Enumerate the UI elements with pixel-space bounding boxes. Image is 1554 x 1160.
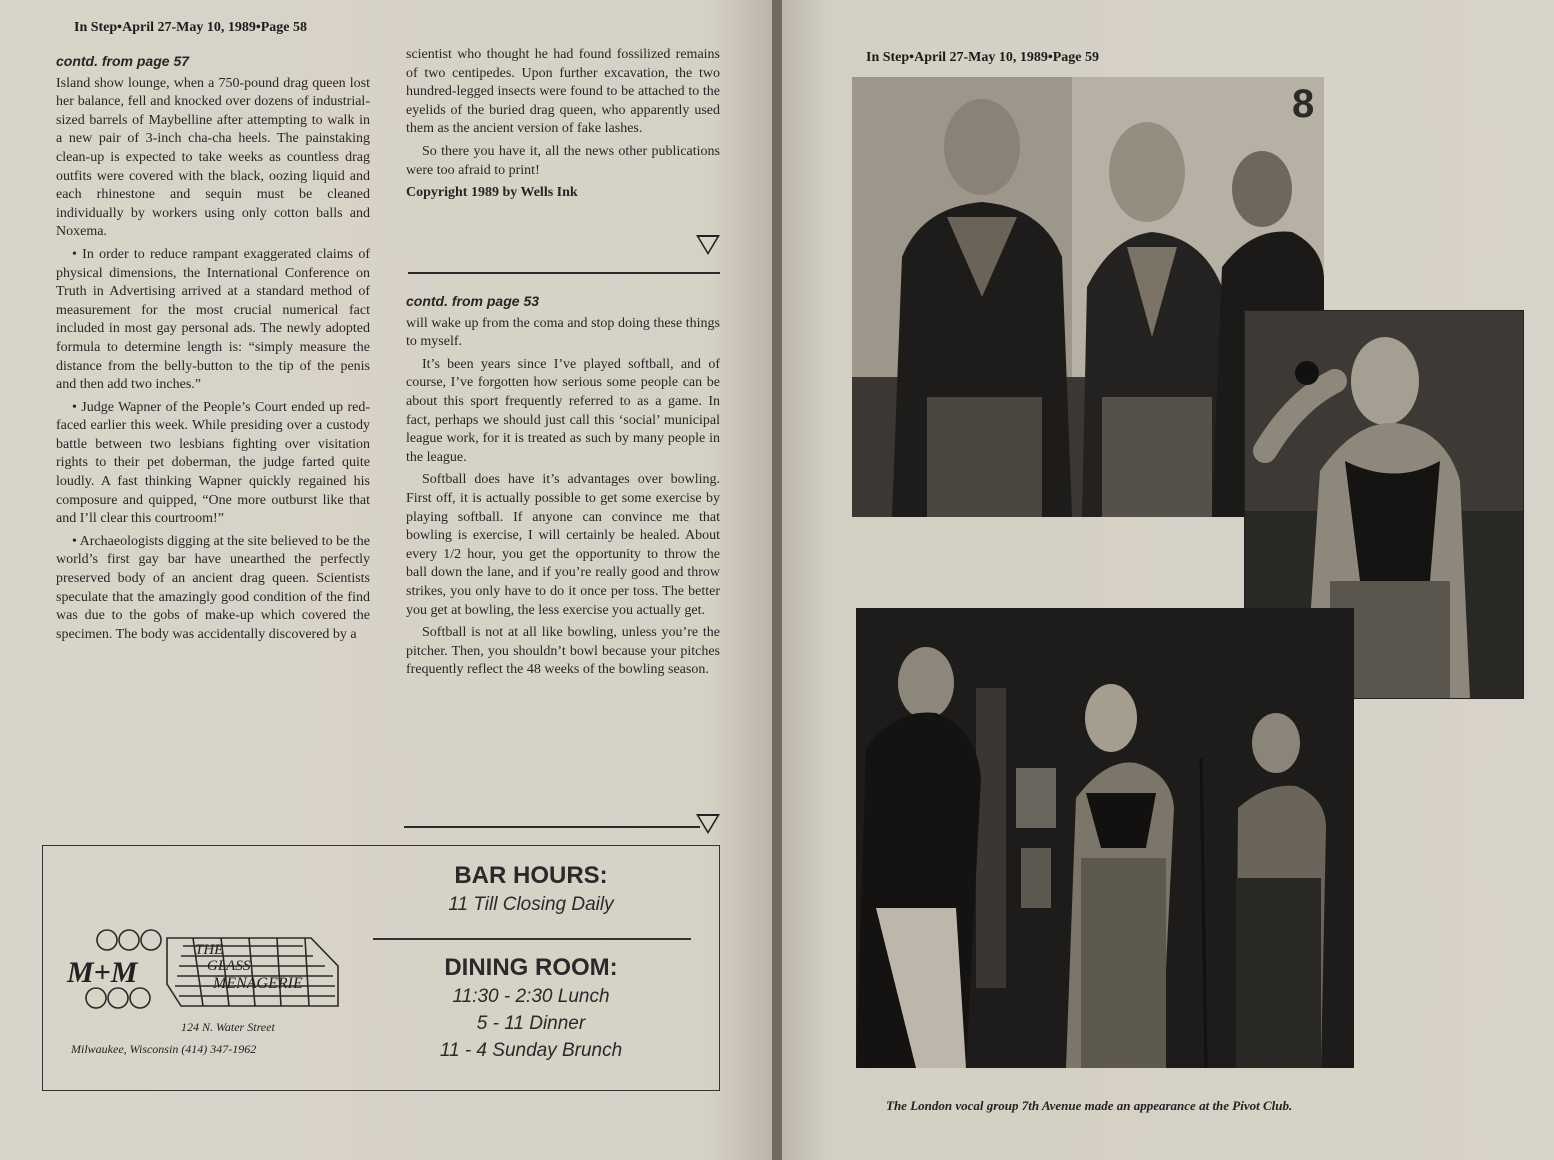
column-2-top xyxy=(406,46,720,207)
ad-address-city: Milwaukee, Wisconsin (414) 347-1962 xyxy=(71,1042,257,1056)
ad-divider xyxy=(373,938,691,940)
paragraph: • Judge Wapner of the People’s Court ended up red-faced earlier this week. While presiding over a custody battle between two lesbians fighting over visitation rights to their pet doberman, the judge farted quite loudly. A fast thinking Wapner quickly regained his composure and quipped, “One more outburst like that and I’ll clear this courtroom!” xyxy=(56,399,370,527)
ad-address-street: 124 N. Water Street xyxy=(181,1020,275,1034)
dining-hours-line: 5 - 11 Dinner xyxy=(476,1013,586,1034)
svg-text:8: 8 xyxy=(1292,82,1315,126)
svg-text:GLASS: GLASS xyxy=(207,958,251,974)
dining-room-title: DINING ROOM: xyxy=(444,954,618,981)
paragraph: Softball does have it’s advantages over bowling. First off, it is actually possible to get some exercise by playing softball. If anyone can convince me that bowling is exercise, I will certainly be healed. About every 1/2 hour, you get the opportunity to throw the ball down the lane, and if you’re really good and throw strikes, you only have to do it once per toss. The better you get at bowling, the less exercise you actually get. xyxy=(406,472,720,618)
dining-hours-line: 11:30 - 2:30 Lunch xyxy=(452,986,610,1007)
bar-hours-text: 11 Till Closing Daily xyxy=(448,894,614,915)
right-page xyxy=(782,0,1554,1160)
page-header: In Step•April 27-May 10, 1989•Page 59 xyxy=(866,50,1100,65)
paragraph: Island show lounge, when a 750-pound drag queen lost her balance, fell and knocked over dozens of industrial-sized barrels of Maybelline after attempting to walk in a new pair of 3-inch cha-cha heels. The painstaking clean-up is expected to take weeks as countless drag outfits were covered with the black, oozing liquid and each rhinestone and sequin must be cleaned individually by workers using only cotton balls and Noxema. xyxy=(56,75,370,240)
contd-label: contd. from page 57 xyxy=(56,53,190,69)
paragraph: • In order to reduce rampant exaggerated claims of physical dimensions, the International Conference on Truth in Advertising arrived at a standard method of measurement for the most crucial numerical fact included in most gay personal ads. The newly adopted formula to determine length is: “simply measure the distance from the belly-button to the tip of the penis and then add two inches.” xyxy=(56,246,370,393)
svg-text:THE: THE xyxy=(195,942,224,958)
page-header: In Step•April 27-May 10, 1989•Page 58 xyxy=(74,20,308,35)
book-gutter xyxy=(772,0,782,1160)
photo-caption: The London vocal group 7th Avenue made an appearance at the Pivot Club. xyxy=(886,1098,1293,1113)
glass-menagerie-ad xyxy=(42,845,720,1091)
glass-menagerie-logo xyxy=(63,924,353,1059)
logo-mm-text: M+M xyxy=(67,956,138,989)
section-divider xyxy=(408,272,720,274)
column-2-bottom xyxy=(406,292,720,684)
paragraph: It’s been years since I’ve played softball, and of course, I’ve forgotten how serious some people can be about this sport frequently referred to as a game. In fact, perhaps we should just call this ‘social’ municipal league work, for it is treated as such by many people in the league. xyxy=(406,356,720,465)
column-1 xyxy=(56,52,370,648)
stage-performance-photo xyxy=(856,608,1354,1068)
svg-text:MENAGERIE: MENAGERIE xyxy=(213,975,303,992)
paragraph: So there you have it, all the news other publications were too afraid to print! xyxy=(406,143,720,178)
contd-label: contd. from page 53 xyxy=(406,293,540,309)
paragraph: scientist who thought he had found fossilized remains of two centipedes. Upon further excavation, the two hundred-legged insects were found to be attached to the eyelids of the buried drag queen, who apparently used them as the ancient version of fake lashes. xyxy=(406,47,720,137)
paragraph: • Archaeologists digging at the site believed to be the world’s first gay bar have unearthed the perfectly preserved body of an ancient drag queen. Scientists speculate that the amazingly good condition of the find was due to the gobs of make-up which covered the specimen. The body was accidentally discovered by a xyxy=(56,533,370,642)
section-divider xyxy=(404,826,700,828)
paragraph: will wake up from the coma and stop doing these things to myself. xyxy=(406,315,720,350)
paragraph: Softball is not at all like bowling, unless you’re the pitcher. Then, you shouldn’t bowl because your pitches frequently reflect the 48 weeks of the bowling season. xyxy=(406,625,720,678)
copyright-line: Copyright 1989 by Wells Ink xyxy=(406,185,578,201)
dining-hours-line: 11 - 4 Sunday Brunch xyxy=(439,1040,623,1061)
end-mark-icon xyxy=(696,814,720,834)
end-mark-icon xyxy=(696,235,720,255)
left-page xyxy=(0,0,772,1160)
bar-hours-title: BAR HOURS: xyxy=(454,862,608,889)
